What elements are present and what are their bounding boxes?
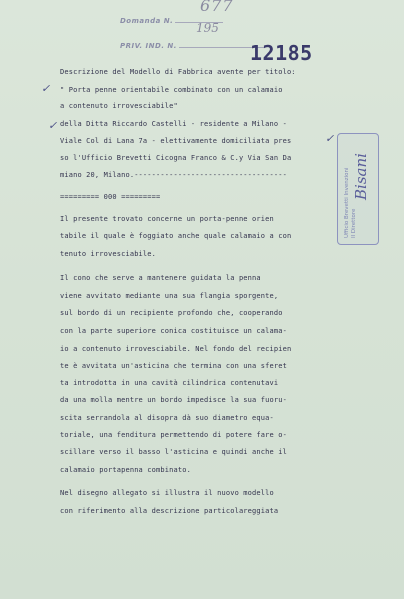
text-line: della Ditta Riccardo Castelli - residente a Milano - (60, 120, 287, 128)
text-line: con riferimento alla descrizione particolareggiata (60, 507, 279, 515)
registration-number: 12185 (250, 41, 313, 65)
text-line: calamaio portapenna combinato. (60, 466, 191, 474)
text-line: Il cono che serve a mantenere guidata la penna (60, 274, 261, 282)
text-line: sul bordo di un recipiente profondo che, cooperando (60, 309, 283, 317)
priv-ind-field (120, 42, 265, 50)
text-line: so l'Ufficio Brevetti Cicogna Franco & C.y Via San Da (60, 154, 292, 162)
signature: Bisani (352, 153, 370, 200)
text-line: con la parte superiore conica costituisce un calama- (60, 327, 287, 335)
text-line: te è avvitata un'asticina che termina con una sferet (60, 362, 287, 370)
stamp-text: Ufficio Brevetti Invenzioni Il Direttore (344, 167, 357, 238)
text-line: viene avvitato mediante una sua flangia sporgente, (60, 292, 279, 300)
text-line: Nel disegno allegato si illustra il nuovo modello (60, 489, 274, 497)
check-mark-2: ✓ (48, 119, 58, 132)
text-line: Viale Col di Lana 7a - elettivamente domiciliata pres (60, 137, 292, 145)
pencil-annotation-top: 677 (200, 0, 234, 15)
priv-ind-label: PRIV. IND. N. (120, 42, 177, 50)
text-line: tenuto irrovesciabile. (60, 250, 157, 258)
text-line: io a contenuto irrovesciabile. Nel fondo del recipien (60, 345, 292, 353)
check-mark-1: ✓ (41, 82, 51, 95)
text-line: tabile il quale è foggiato anche quale calamaio a con (60, 232, 292, 240)
text-line: a contenuto irrovesciabile" (60, 102, 178, 110)
text-line: Descrizione del Modello di Fabbrica avente per titolo: (60, 68, 296, 76)
text-line: toriale, una fenditura permettendo di potere fare o- (60, 431, 287, 439)
check-mark-3: ✓ (325, 132, 335, 145)
text-line: ta introdotta in una cavità cilindrica contenutavi (60, 379, 279, 387)
section-divider: ========= 000 ========= (60, 193, 161, 201)
text-line: " Porta penne orientabile combinato con un calamaio (60, 86, 283, 94)
pencil-annotation-mid: 195 (196, 21, 219, 35)
domanda-label: Domanda N. (120, 17, 174, 25)
text-line: da una molla mentre un bordo impedisce la sua fuoru- (60, 396, 287, 404)
text-line: scillare verso il basso l'asticina e quindi anche il (60, 448, 287, 456)
text-line: Il presente trovato concerne un porta-penne orien (60, 215, 274, 223)
text-line: miano 20, Milano.----------------------------------- (60, 171, 287, 179)
text-line: scita serrandola al disopra dà suo diametro equa- (60, 414, 274, 422)
